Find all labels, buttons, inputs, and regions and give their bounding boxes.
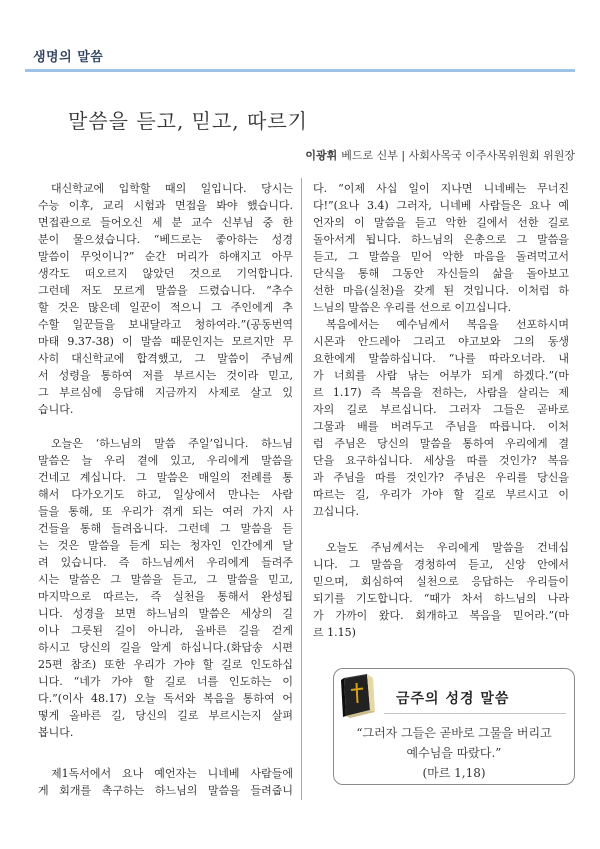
paragraph xyxy=(313,180,569,316)
text-line: 려 있습니다. 즉 하느님께서 우리에게 들려주 xyxy=(38,556,293,569)
text-line: 그런데 저도 모르게 말씀을 드렸습니다. “추수 xyxy=(38,284,293,297)
text-line: 다!”(요나 3.4) 그러자, 니네베 사람들은 요나 예 xyxy=(313,199,569,212)
text-line: 건들을 통해 들려옵니다. 그런데 그 말씀을 듣 xyxy=(38,522,293,535)
paragraph xyxy=(38,435,293,741)
text-line: 제1독서에서 요나 예언자는 니네베 사람들에 xyxy=(51,767,293,780)
text-line: 는 것은 말씀을 듣게 되는 청자인 인간에게 달 xyxy=(38,539,293,552)
scripture-quote-line: 예수님을 따랐다.” xyxy=(406,746,502,760)
text-line: 시몬과 안드레아 그리고 야고보와 그의 동생 xyxy=(313,335,569,348)
text-line: 할 것은 많은데 일꾼이 적으니 그 주인에게 추 xyxy=(38,301,293,314)
text-line: 가 너희를 사람 낚는 어부가 되게 하겠다.”(마 xyxy=(313,369,569,382)
text-line: 자의 길로 부르십니다. 그러자 그들은 곧바로 xyxy=(313,403,569,416)
text-line: 듣고, 그 말씀을 믿어 악한 마음을 돌려먹고서 xyxy=(313,250,569,263)
bible-icon xyxy=(339,672,379,718)
text-line: 말씀이 무엇이니?” 순간 머리가 하얘지고 아무 xyxy=(38,250,293,263)
text-line: 되기를 기도합니다. “때가 차서 하느님의 나라 xyxy=(313,592,569,605)
text-line: 봅니다. xyxy=(38,726,74,739)
text-line: 25편 참조) 또한 우리가 가야 할 길로 인도하십 xyxy=(38,658,293,671)
paragraph xyxy=(313,316,569,520)
right-column xyxy=(313,180,569,641)
text-line: 수할 일꾼들을 보내달라고 청하여라.”(공동번역 xyxy=(38,318,293,331)
section-title: 생명의 말씀 xyxy=(33,50,104,65)
text-line: 수능 이후, 교리 시험과 면접을 봐야 했습니다. xyxy=(38,199,293,212)
text-line: 대신학교에 입학할 때의 일입니다. 당시는 xyxy=(51,182,293,195)
paragraph xyxy=(313,539,569,641)
text-line: 단식을 통해 그동안 자신들의 삶을 돌아보고 xyxy=(313,267,569,280)
scripture-quote-lines xyxy=(334,723,574,763)
text-line: 게 회개를 촉구하는 하느님의 말씀을 들려줍니 xyxy=(38,784,293,797)
paragraph xyxy=(38,180,293,418)
header-rule xyxy=(25,69,575,72)
text-line: 믿으며, 회심하여 실천으로 응답하는 우리들이 xyxy=(313,575,569,588)
text-line: 하시고 당신의 길을 알게 하십니다.(화답송 시편 xyxy=(38,641,293,654)
text-line: 오늘은 ‘하느님의 말씀 주일’입니다. 하느님 xyxy=(51,437,293,450)
text-line: 마지막으로 따르는, 즉 실천을 통해서 완성됩 xyxy=(38,590,293,603)
text-line: 끄십니다. xyxy=(313,505,360,518)
text-line: 말씀은 늘 우리 곁에 있고, 우리에게 말씀을 xyxy=(38,454,293,467)
text-line: 니다. “네가 가야 할 길로 너를 인도하는 이 xyxy=(38,675,293,688)
text-line: 니다. 그 말씀을 경청하여 듣고, 신앙 안에서 xyxy=(313,558,569,571)
text-line: 그 부르심에 응답해 지금까지 사제로 살고 있 xyxy=(38,386,293,399)
author-title: 베드로 신부 | 사회사목국 이주사목위원회 위원장 xyxy=(341,149,575,162)
scripture-box xyxy=(333,668,575,785)
author-name: 이광휘 xyxy=(305,149,338,162)
text-line: 느님의 말씀은 우리를 선으로 이끄십니다. xyxy=(313,301,512,314)
scripture-box-divider xyxy=(384,713,566,714)
text-line: 이나 그릇된 길이 아니라, 올바른 길을 걷게 xyxy=(38,624,293,637)
paragraph xyxy=(38,765,293,799)
text-line: 떻게 올바른 길, 당신의 길로 부르시는지 살펴 xyxy=(38,709,293,722)
text-line: 생각도 떠오르지 않았던 것으로 기억합니다. xyxy=(38,267,293,280)
scripture-quote xyxy=(334,723,574,783)
text-line: 오늘도 주님께서는 우리에게 말씀을 건네십 xyxy=(326,541,569,554)
text-line: 따르는 길, 우리가 가야 할 길로 부르시고 이 xyxy=(313,488,569,501)
text-line: 해서 다가오기도 하고, 일상에서 만나는 사람 xyxy=(38,488,293,501)
text-line: 복음에서는 예수님께서 복음을 선포하시며 xyxy=(326,318,569,331)
text-line: 단을 요구하십니다. 세상을 따를 것인가? 복음 xyxy=(313,454,569,467)
text-line: 들을 통해, 또 우리가 겪게 되는 여러 가지 사 xyxy=(38,505,293,518)
text-line: 사히 대신학교에 합격했고, 그 말씀이 주님께 xyxy=(38,352,293,365)
text-line: 가 가까이 왔다. 회개하고 복음을 믿어라.”(마 xyxy=(313,609,569,622)
text-line: 르 1.17) 즉 복음을 전하는, 사람을 살리는 제 xyxy=(313,386,569,399)
text-line: 선한 마음(실천)을 갖게 된 것입니다. 이처럼 하 xyxy=(313,284,569,297)
scripture-reference: (마르 1,18) xyxy=(422,766,486,780)
left-column xyxy=(38,180,293,799)
column-divider xyxy=(301,178,302,800)
article-title: 말씀을 듣고, 믿고, 따르기 xyxy=(68,109,308,133)
text-line: 다.”(이사 48.17) 오늘 독서와 복음을 통하여 어 xyxy=(38,692,293,705)
text-line: 돌아서게 됩니다. 하느님의 은총으로 그 말씀을 xyxy=(313,233,569,246)
text-line: 르 1.15) xyxy=(313,626,356,639)
text-line: 니다. 성경을 보면 하느님의 말씀은 세상의 길 xyxy=(38,607,293,620)
text-line: 마태 9.37-38) 이 말씀 때문인지는 모르지만 무 xyxy=(38,335,293,348)
text-line: 그물과 배를 버려두고 주님을 따릅니다. 이처 xyxy=(313,420,569,433)
author-line xyxy=(305,147,575,163)
scripture-quote-line: “그러자 그들은 곧바로 그물을 버리고 xyxy=(356,726,552,740)
text-line: 요한에게 말씀하십니다. “나를 따라오너라. 내 xyxy=(313,352,569,365)
text-line: 면접관으로 들어오신 세 분 교수 신부님 중 한 xyxy=(38,216,293,229)
text-line: 습니다. xyxy=(38,403,74,416)
scripture-box-title: 금주의 성경 말씀 xyxy=(396,691,510,707)
text-line: 시는 말씀은 그 말씀을 듣고, 그 말씀을 믿고, xyxy=(38,573,293,586)
text-line: 건네고 계십니다. 그 말씀은 매일의 전례를 통 xyxy=(38,471,293,484)
text-line: 언자의 이 말씀을 듣고 악한 길에서 선한 길로 xyxy=(313,216,569,229)
text-line: 분이 물으셨습니다. “베드로는 좋아하는 성경 xyxy=(38,233,293,246)
text-line: 서 성령을 통하여 저를 부르시는 것이라 믿고, xyxy=(38,369,293,382)
text-line: 다. “이제 사십 일이 지나면 니네베는 무너진 xyxy=(313,182,569,195)
text-line: 럼 주님은 당신의 말씀을 통하여 우리에게 결 xyxy=(313,437,569,450)
text-line: 과 주님을 따를 것인가? 주님은 우리를 당신을 xyxy=(313,471,569,484)
